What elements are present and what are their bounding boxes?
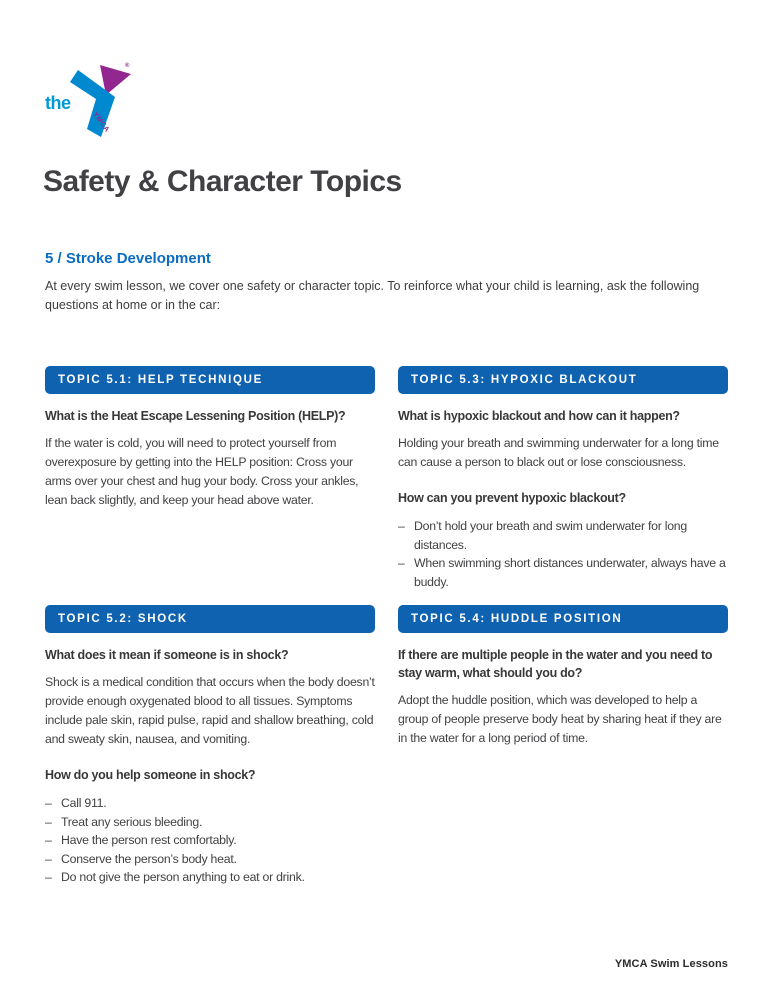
topic-card-5-1	[45, 366, 375, 605]
bullet-text: Do not give the person anything to eat or drink.	[61, 870, 305, 885]
bullet-item	[45, 831, 375, 849]
topic-question: What does it mean if someone is in shock?	[45, 648, 289, 662]
dash-bullet-icon: –	[398, 556, 405, 571]
topic-paragraph: Adopt the huddle position, which was developed to help a group of people preserve body heat by sharing heat if they are in the water for a long period of time.	[398, 693, 722, 746]
topic-question: How can you prevent hypoxic blackout?	[398, 491, 626, 506]
bullet-text: Conserve the person’s body heat.	[61, 851, 237, 866]
dash-bullet-icon: –	[45, 870, 52, 885]
topics-grid	[45, 366, 728, 887]
bullet-list	[398, 517, 728, 591]
ymca-logo	[45, 62, 133, 142]
bullet-item	[45, 813, 375, 831]
bullet-text: Have the person rest comfortably.	[61, 833, 237, 848]
y-mark-icon	[55, 62, 140, 142]
bullet-item	[398, 554, 728, 591]
bullet-item	[398, 517, 728, 554]
bullet-text: Treat any serious bleeding.	[61, 814, 203, 829]
dash-bullet-icon: –	[45, 796, 52, 811]
bullet-text: When swimming short distances underwater, always have a buddy.	[414, 556, 726, 589]
topic-header-bar: TOPIC 5.1: HELP TECHNIQUE	[45, 366, 375, 394]
topic-paragraph: Shock is a medical condition that occurs when the body doesn’t provide enough oxygenated blood to all tissues. Symptoms include pale skin, rapid pulse, rapid and shallow breathing, cold and sweaty skin, nausea, and vomiting.	[45, 675, 375, 747]
bullet-text: Don’t hold your breath and swim underwater for long distances.	[414, 519, 687, 552]
topic-card-5-3	[398, 366, 728, 605]
dash-bullet-icon: –	[45, 833, 52, 848]
bullet-item	[45, 850, 375, 868]
topic-question: If there are multiple people in the water and you need to stay warm, what should you do?	[398, 648, 713, 681]
topic-question: What is the Heat Escape Lessening Position (HELP)?	[45, 409, 346, 423]
page-title: Safety & Character Topics	[43, 165, 402, 198]
bullet-text: Call 911.	[61, 796, 107, 811]
topic-header-bar: TOPIC 5.3: HYPOXIC BLACKOUT	[398, 366, 728, 394]
footer-brand-text: YMCA Swim Lessons	[614, 958, 728, 970]
level-subtitle: 5 / Stroke Development	[45, 250, 211, 267]
bullet-item	[45, 794, 375, 812]
topic-paragraph: Holding your breath and swimming underwater for a long time can cause a person to black out or lose consciousness.	[398, 436, 719, 470]
topic-card-5-4	[398, 605, 728, 887]
topic-paragraph: If the water is cold, you will need to protect yourself from overexposure by getting into the HELP position: Cross your arms over your chest and hug your body. Cross your ankles, lean back slightly, and keep your head above water.	[45, 436, 359, 508]
bullet-item	[45, 868, 375, 886]
topic-question: What is hypoxic blackout and how can it happen?	[398, 409, 680, 423]
dash-bullet-icon: –	[45, 814, 52, 829]
intro-text: At every swim lesson, we cover one safety or character topic. To reinforce what your child is learning, ask the following questions at home or in the car:	[45, 279, 700, 313]
logo-ymca-wordmark: YMCA	[91, 111, 111, 134]
bullet-list	[45, 794, 375, 886]
dash-bullet-icon: –	[45, 851, 52, 866]
dash-bullet-icon: –	[398, 519, 405, 534]
topic-question: How do you help someone in shock?	[45, 768, 256, 783]
logo-the-text: the	[45, 93, 71, 113]
registered-mark: ®	[125, 63, 130, 69]
topic-header-bar: TOPIC 5.2: SHOCK	[45, 605, 375, 633]
topic-card-5-2	[45, 605, 375, 887]
topic-header-bar: TOPIC 5.4: HUDDLE POSITION	[398, 605, 728, 633]
